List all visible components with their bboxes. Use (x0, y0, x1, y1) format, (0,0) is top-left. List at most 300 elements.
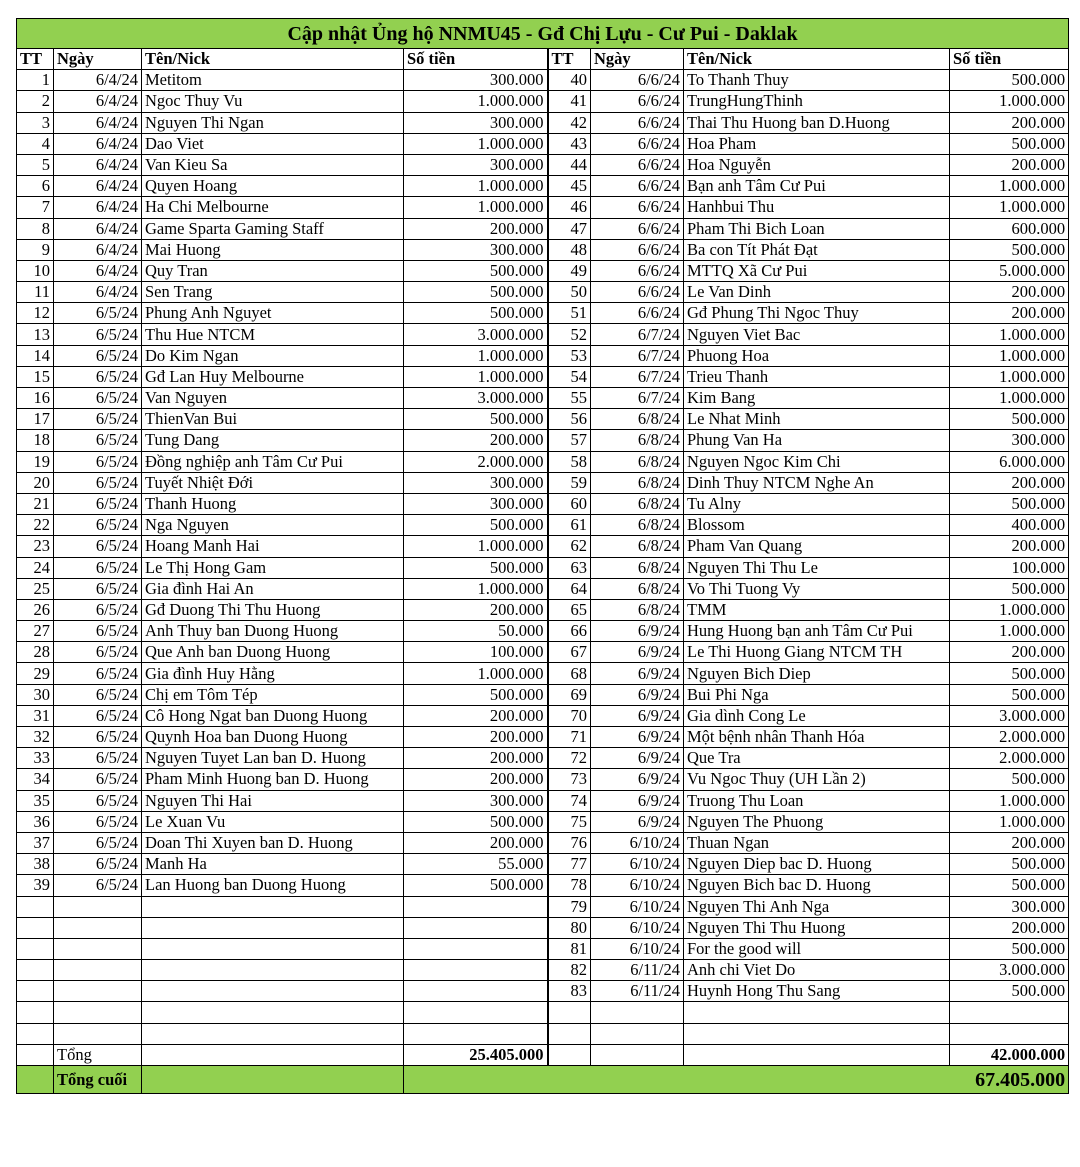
cell-amount-right: 1.000.000 (950, 599, 1069, 620)
cell-amount-right: 500.000 (950, 981, 1069, 1002)
cell-name-right: Anh chi Viet Do (684, 960, 950, 981)
cell-name-left: Hoang Manh Hai (142, 536, 404, 557)
cell-date-right: 6/6/24 (591, 218, 684, 239)
cell-amount-left: 500.000 (404, 409, 548, 430)
cell-name-left: Dao Viet (142, 133, 404, 154)
cell-amount-left: 55.000 (404, 854, 548, 875)
cell-date-left: 6/5/24 (54, 727, 142, 748)
cell-tt-left (17, 896, 54, 917)
cell-date-left: 6/5/24 (54, 303, 142, 324)
table-row (17, 218, 1069, 239)
cell-tt-right: 83 (548, 981, 591, 1002)
cell-tt-right: 46 (548, 197, 591, 218)
header-name-left: Tên/Nick (142, 49, 404, 70)
cell-tt-left: 18 (17, 430, 54, 451)
cell-amount-right: 300.000 (950, 896, 1069, 917)
cell-tt-right: 58 (548, 451, 591, 472)
cell-tt-left: 6 (17, 176, 54, 197)
cell-amount-left: 500.000 (404, 515, 548, 536)
totals-left-value: 25.405.000 (404, 1044, 548, 1065)
cell-date-right: 6/7/24 (591, 324, 684, 345)
cell-amount-left: 1.000.000 (404, 345, 548, 366)
cell-tt-left: 23 (17, 536, 54, 557)
table-row (17, 599, 1069, 620)
table-row (17, 282, 1069, 303)
cell-date-right: 6/8/24 (591, 409, 684, 430)
cell-amount-left: 3.000.000 (404, 324, 548, 345)
cell-tt-right: 82 (548, 960, 591, 981)
cell-tt-right: 64 (548, 578, 591, 599)
cell-name-left: Le Thị Hong Gam (142, 557, 404, 578)
cell-amount-left: 2.000.000 (404, 451, 548, 472)
cell-amount-right: 500.000 (950, 493, 1069, 514)
cell-date-right: 6/6/24 (591, 176, 684, 197)
title-row (17, 19, 1069, 49)
donation-sheet (16, 18, 1068, 1094)
cell-name-left: Cô Hong Ngat ban Duong Huong (142, 705, 404, 726)
cell-name-right: Nguyen Bich Diep (684, 663, 950, 684)
cell-date-right: 6/11/24 (591, 960, 684, 981)
cell-date-left: 6/5/24 (54, 875, 142, 896)
cell-name-right: Kim Bang (684, 388, 950, 409)
cell-date-left (54, 1023, 142, 1044)
table-row (17, 472, 1069, 493)
cell-name-left: Chị em Tôm Tép (142, 684, 404, 705)
cell-date-right: 6/8/24 (591, 536, 684, 557)
cell-amount-right: 400.000 (950, 515, 1069, 536)
cell-date-left: 6/5/24 (54, 345, 142, 366)
cell-amount-left: 200.000 (404, 599, 548, 620)
cell-name-left: Pham Minh Huong ban D. Huong (142, 769, 404, 790)
cell-date-right: 6/8/24 (591, 472, 684, 493)
cell-date-right: 6/9/24 (591, 727, 684, 748)
table-row (17, 133, 1069, 154)
table-row (17, 1002, 1069, 1023)
final-total-label: Tổng cuối (54, 1066, 142, 1094)
cell-date-left: 6/5/24 (54, 790, 142, 811)
cell-tt-left: 24 (17, 557, 54, 578)
cell-name-left: Thanh Huong (142, 493, 404, 514)
cell-amount-left: 1.000.000 (404, 176, 548, 197)
cell-tt-left: 29 (17, 663, 54, 684)
header-date-left: Ngày (54, 49, 142, 70)
table-row (17, 1023, 1069, 1044)
cell-tt-right: 81 (548, 938, 591, 959)
cell-amount-left: 500.000 (404, 260, 548, 281)
cell-tt-right: 67 (548, 642, 591, 663)
cell-date-left: 6/5/24 (54, 578, 142, 599)
cell-name-left: Nguyen Thi Hai (142, 790, 404, 811)
cell-name-right: Vu Ngoc Thuy (UH Lần 2) (684, 769, 950, 790)
cell-amount-left: 3.000.000 (404, 388, 548, 409)
cell-tt-right: 56 (548, 409, 591, 430)
cell-tt-left: 9 (17, 239, 54, 260)
cell-date-left: 6/5/24 (54, 748, 142, 769)
table-row (17, 832, 1069, 853)
cell-date-right: 6/10/24 (591, 875, 684, 896)
cell-date-right: 6/6/24 (591, 197, 684, 218)
cell-date-right: 6/11/24 (591, 981, 684, 1002)
cell-date-right: 6/9/24 (591, 811, 684, 832)
cell-date-right: 6/6/24 (591, 260, 684, 281)
cell-tt-right: 66 (548, 621, 591, 642)
cell-date-right: 6/6/24 (591, 282, 684, 303)
cell-date-left: 6/5/24 (54, 430, 142, 451)
cell-date-right: 6/9/24 (591, 621, 684, 642)
cell-tt-right: 43 (548, 133, 591, 154)
cell-name-left: Gia đình Huy Hằng (142, 663, 404, 684)
table-row (17, 112, 1069, 133)
cell-tt-right: 49 (548, 260, 591, 281)
cell-tt-right: 60 (548, 493, 591, 514)
cell-tt-left (17, 1023, 54, 1044)
cell-date-left: 6/5/24 (54, 388, 142, 409)
cell-tt-right: 76 (548, 832, 591, 853)
cell-amount-left: 300.000 (404, 112, 548, 133)
cell-tt-left: 32 (17, 727, 54, 748)
cell-name-right: Le Nhat Minh (684, 409, 950, 430)
cell-name-right: Trieu Thanh (684, 366, 950, 387)
table-row (17, 642, 1069, 663)
cell-amount-right: 600.000 (950, 218, 1069, 239)
cell-tt-right: 55 (548, 388, 591, 409)
cell-date-left: 6/4/24 (54, 239, 142, 260)
cell-date-left: 6/5/24 (54, 705, 142, 726)
cell-name-left: Anh Thuy ban Duong Huong (142, 621, 404, 642)
cell-amount-right: 200.000 (950, 154, 1069, 175)
cell-amount-right: 200.000 (950, 642, 1069, 663)
cell-tt-right: 61 (548, 515, 591, 536)
table-row (17, 790, 1069, 811)
cell-tt-right: 69 (548, 684, 591, 705)
cell-date-left: 6/4/24 (54, 197, 142, 218)
cell-name-left: Gia đình Hai An (142, 578, 404, 599)
cell-date-left: 6/5/24 (54, 536, 142, 557)
cell-name-right: For the good will (684, 938, 950, 959)
cell-name-left: Phung Anh Nguyet (142, 303, 404, 324)
cell-name-left: Sen Trang (142, 282, 404, 303)
cell-name-right: Hanhbui Thu (684, 197, 950, 218)
cell-amount-right: 500.000 (950, 854, 1069, 875)
cell-name-left: Nga Nguyen (142, 515, 404, 536)
cell-date-left: 6/5/24 (54, 684, 142, 705)
cell-name-left (142, 1023, 404, 1044)
cell-date-right: 6/8/24 (591, 493, 684, 514)
cell-amount-left: 200.000 (404, 430, 548, 451)
cell-date-left: 6/5/24 (54, 811, 142, 832)
cell-amount-left: 100.000 (404, 642, 548, 663)
cell-amount-left: 500.000 (404, 875, 548, 896)
cell-tt-right: 52 (548, 324, 591, 345)
cell-tt-right: 42 (548, 112, 591, 133)
cell-tt-right: 71 (548, 727, 591, 748)
cell-date-right: 6/6/24 (591, 91, 684, 112)
cell-tt-left: 25 (17, 578, 54, 599)
cell-date-right: 6/8/24 (591, 557, 684, 578)
header-date-right: Ngày (591, 49, 684, 70)
cell-name-left (142, 938, 404, 959)
cell-tt-left: 31 (17, 705, 54, 726)
table-row (17, 663, 1069, 684)
table-row (17, 896, 1069, 917)
cell-amount-left: 200.000 (404, 748, 548, 769)
cell-tt-left: 33 (17, 748, 54, 769)
cell-amount-left: 200.000 (404, 832, 548, 853)
cell-date-right: 6/9/24 (591, 705, 684, 726)
cell-date-right: 6/9/24 (591, 642, 684, 663)
cell-amount-left (404, 917, 548, 938)
cell-date-left: 6/5/24 (54, 621, 142, 642)
cell-name-left: Van Nguyen (142, 388, 404, 409)
cell-amount-left: 200.000 (404, 705, 548, 726)
header-amount-left: Số tiền (404, 49, 548, 70)
cell-name-left: Game Sparta Gaming Staff (142, 218, 404, 239)
cell-name-left: Nguyen Tuyet Lan ban D. Huong (142, 748, 404, 769)
cell-date-right: 6/10/24 (591, 896, 684, 917)
cell-name-left: Gđ Duong Thi Thu Huong (142, 599, 404, 620)
cell-amount-left: 500.000 (404, 303, 548, 324)
cell-name-left: Mai Huong (142, 239, 404, 260)
cell-name-left: Ngoc Thuy Vu (142, 91, 404, 112)
cell-amount-right: 1.000.000 (950, 621, 1069, 642)
cell-tt-right: 73 (548, 769, 591, 790)
cell-tt-left: 36 (17, 811, 54, 832)
cell-amount-left: 500.000 (404, 557, 548, 578)
cell-amount-left: 200.000 (404, 727, 548, 748)
cell-date-right (591, 1002, 684, 1023)
cell-date-left: 6/4/24 (54, 91, 142, 112)
cell-name-right: Que Tra (684, 748, 950, 769)
final-total-row (17, 1066, 1069, 1094)
totals-row (17, 1044, 1069, 1065)
cell-date-left: 6/4/24 (54, 70, 142, 91)
cell-tt-left: 11 (17, 282, 54, 303)
cell-name-left (142, 960, 404, 981)
cell-tt-right: 53 (548, 345, 591, 366)
sheet-title: Cập nhật Ủng hộ NNMU45 - Gđ Chị Lựu - Cư Pui - Daklak (17, 19, 1069, 49)
cell-date-right: 6/6/24 (591, 133, 684, 154)
cell-tt-left: 19 (17, 451, 54, 472)
cell-tt-right: 47 (548, 218, 591, 239)
cell-date-right: 6/6/24 (591, 70, 684, 91)
cell-name-left: Do Kim Ngan (142, 345, 404, 366)
cell-amount-left: 300.000 (404, 154, 548, 175)
cell-name-right: Hung Huong bạn anh Tâm Cư Pui (684, 621, 950, 642)
cell-date-left (54, 938, 142, 959)
cell-date-left (54, 1002, 142, 1023)
cell-date-right: 6/8/24 (591, 451, 684, 472)
cell-name-right: Thuan Ngan (684, 832, 950, 853)
cell-amount-right: 100.000 (950, 557, 1069, 578)
cell-tt-left: 3 (17, 112, 54, 133)
cell-name-right: Blossom (684, 515, 950, 536)
cell-amount-left: 300.000 (404, 493, 548, 514)
cell-name-left: Lan Huong ban Duong Huong (142, 875, 404, 896)
table-row (17, 239, 1069, 260)
cell-tt-left: 30 (17, 684, 54, 705)
table-row (17, 197, 1069, 218)
cell-name-right: Gđ Phung Thi Ngoc Thuy (684, 303, 950, 324)
cell-name-right: MTTQ Xã Cư Pui (684, 260, 950, 281)
cell-tt-left: 14 (17, 345, 54, 366)
cell-tt-left: 2 (17, 91, 54, 112)
cell-name-left: Doan Thi Xuyen ban D. Huong (142, 832, 404, 853)
cell-name-right: Pham Thi Bich Loan (684, 218, 950, 239)
cell-tt-left: 17 (17, 409, 54, 430)
cell-date-left: 6/4/24 (54, 133, 142, 154)
cell-tt-right: 45 (548, 176, 591, 197)
cell-amount-right: 200.000 (950, 917, 1069, 938)
cell-name-right: Nguyen Ngoc Kim Chi (684, 451, 950, 472)
cell-tt-left: 38 (17, 854, 54, 875)
cell-tt-right: 80 (548, 917, 591, 938)
cell-name-right: Nguyen Bich bac D. Huong (684, 875, 950, 896)
cell-date-right: 6/10/24 (591, 938, 684, 959)
cell-name-right: Bui Phi Nga (684, 684, 950, 705)
table-row (17, 176, 1069, 197)
cell-name-left: Tung Dang (142, 430, 404, 451)
cell-amount-left (404, 1023, 548, 1044)
cell-amount-right: 500.000 (950, 769, 1069, 790)
cell-name-left: Van Kieu Sa (142, 154, 404, 175)
table-row (17, 303, 1069, 324)
cell-amount-left: 1.000.000 (404, 536, 548, 557)
cell-tt-left: 20 (17, 472, 54, 493)
cell-amount-left: 300.000 (404, 790, 548, 811)
cell-amount-right: 500.000 (950, 938, 1069, 959)
cell-amount-left: 300.000 (404, 70, 548, 91)
table-row (17, 536, 1069, 557)
table-row (17, 578, 1069, 599)
cell-date-right: 6/10/24 (591, 854, 684, 875)
cell-date-right: 6/9/24 (591, 790, 684, 811)
cell-amount-left (404, 1002, 548, 1023)
cell-name-left: Quyen Hoang (142, 176, 404, 197)
table-row (17, 557, 1069, 578)
cell-tt-left (17, 938, 54, 959)
cell-date-right: 6/6/24 (591, 239, 684, 260)
cell-tt-right: 70 (548, 705, 591, 726)
cell-tt-left: 10 (17, 260, 54, 281)
table-row (17, 727, 1069, 748)
cell-tt-left: 15 (17, 366, 54, 387)
cell-date-right: 6/8/24 (591, 515, 684, 536)
cell-name-right: Dinh Thuy NTCM Nghe An (684, 472, 950, 493)
cell-tt-left: 27 (17, 621, 54, 642)
table-row (17, 451, 1069, 472)
cell-amount-left: 300.000 (404, 472, 548, 493)
cell-amount-right: 2.000.000 (950, 748, 1069, 769)
cell-name-right: Hoa Nguyễn (684, 154, 950, 175)
cell-amount-left: 500.000 (404, 282, 548, 303)
cell-amount-left: 1.000.000 (404, 197, 548, 218)
cell-name-left: Gđ Lan Huy Melbourne (142, 366, 404, 387)
cell-name-left (142, 981, 404, 1002)
table-row (17, 621, 1069, 642)
table-row (17, 154, 1069, 175)
cell-date-left: 6/5/24 (54, 324, 142, 345)
cell-date-left: 6/4/24 (54, 112, 142, 133)
cell-tt-right: 51 (548, 303, 591, 324)
cell-tt-left: 21 (17, 493, 54, 514)
cell-date-left: 6/5/24 (54, 832, 142, 853)
cell-tt-left: 4 (17, 133, 54, 154)
cell-tt-right: 54 (548, 366, 591, 387)
cell-date-left (54, 981, 142, 1002)
cell-amount-right: 200.000 (950, 303, 1069, 324)
cell-date-left: 6/5/24 (54, 366, 142, 387)
cell-name-right: Nguyen Thi Anh Nga (684, 896, 950, 917)
cell-name-right: Một bệnh nhân Thanh Hóa (684, 727, 950, 748)
table-row (17, 981, 1069, 1002)
cell-amount-right (950, 1002, 1069, 1023)
cell-date-right: 6/9/24 (591, 769, 684, 790)
cell-amount-left: 1.000.000 (404, 366, 548, 387)
cell-amount-right: 500.000 (950, 663, 1069, 684)
cell-name-left (142, 896, 404, 917)
cell-name-left: Manh Ha (142, 854, 404, 875)
cell-name-right: Phung Van Ha (684, 430, 950, 451)
cell-tt-right: 72 (548, 748, 591, 769)
cell-tt-left: 16 (17, 388, 54, 409)
header-row (17, 49, 1069, 70)
cell-amount-right: 2.000.000 (950, 727, 1069, 748)
cell-amount-right: 300.000 (950, 430, 1069, 451)
cell-date-left: 6/4/24 (54, 154, 142, 175)
cell-amount-left: 1.000.000 (404, 91, 548, 112)
cell-tt-right: 77 (548, 854, 591, 875)
table-row (17, 366, 1069, 387)
cell-amount-right: 6.000.000 (950, 451, 1069, 472)
cell-date-right: 6/9/24 (591, 748, 684, 769)
cell-amount-right: 1.000.000 (950, 811, 1069, 832)
cell-tt-left: 13 (17, 324, 54, 345)
cell-amount-right: 200.000 (950, 832, 1069, 853)
cell-tt-left: 8 (17, 218, 54, 239)
cell-amount-right: 500.000 (950, 133, 1069, 154)
cell-date-left: 6/5/24 (54, 409, 142, 430)
cell-date-left: 6/5/24 (54, 451, 142, 472)
cell-amount-right: 1.000.000 (950, 91, 1069, 112)
cell-tt-left: 5 (17, 154, 54, 175)
table-row (17, 684, 1069, 705)
cell-name-right: Bạn anh Tâm Cư Pui (684, 176, 950, 197)
table-row (17, 960, 1069, 981)
cell-amount-left: 200.000 (404, 769, 548, 790)
cell-name-right: Nguyen The Phuong (684, 811, 950, 832)
cell-name-right (684, 1023, 950, 1044)
cell-name-left: Thu Hue NTCM (142, 324, 404, 345)
cell-date-right: 6/10/24 (591, 917, 684, 938)
totals-label: Tổng (54, 1044, 142, 1065)
cell-date-left: 6/5/24 (54, 493, 142, 514)
cell-name-right: Truong Thu Loan (684, 790, 950, 811)
cell-tt-right: 50 (548, 282, 591, 303)
cell-name-right: Nguyen Thi Thu Le (684, 557, 950, 578)
cell-tt-left (17, 917, 54, 938)
cell-amount-right: 500.000 (950, 239, 1069, 260)
cell-date-right: 6/9/24 (591, 684, 684, 705)
cell-tt-right: 75 (548, 811, 591, 832)
cell-name-left: Le Xuan Vu (142, 811, 404, 832)
cell-tt-right: 63 (548, 557, 591, 578)
cell-tt-right: 79 (548, 896, 591, 917)
table-row (17, 811, 1069, 832)
cell-date-left: 6/5/24 (54, 599, 142, 620)
cell-name-left: ThienVan Bui (142, 409, 404, 430)
cell-name-left: Que Anh ban Duong Huong (142, 642, 404, 663)
cell-tt-right: 59 (548, 472, 591, 493)
